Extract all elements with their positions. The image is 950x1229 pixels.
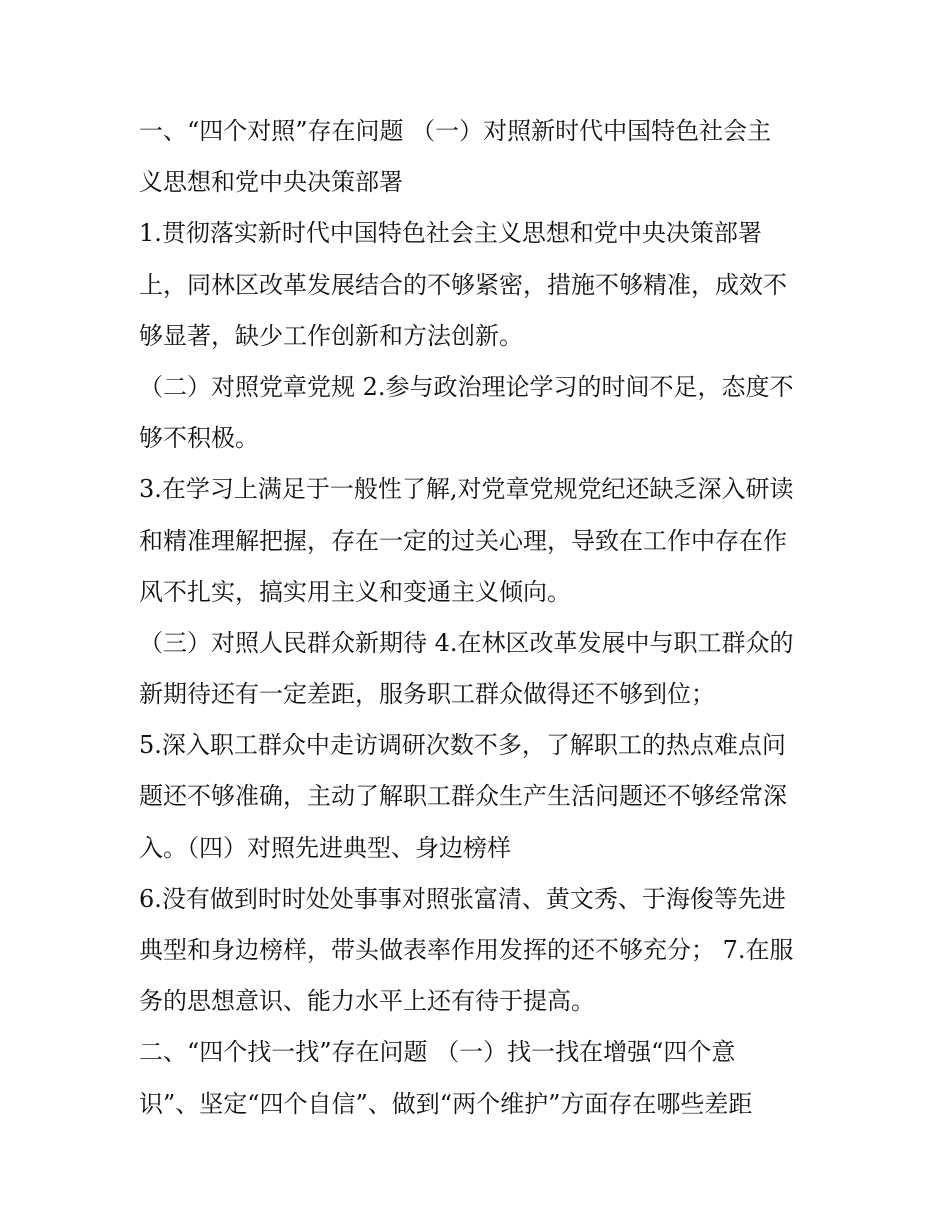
text-line-14: 题还不够准确，主动了解职工群众生产生活问题还不够经常深	[139, 782, 787, 811]
text-line-13: 5.深入职工群众中走访调研次数不多，了解职工的热点难点问	[139, 731, 786, 760]
text-line-7: 够不积极。	[139, 424, 259, 453]
document-body	[139, 106, 819, 1130]
text-line-12: 新期待还有一定差距，服务职工群众做得还不够到位；	[139, 680, 715, 709]
text-line-5: 够显著，缺少工作创新和方法创新。	[139, 321, 523, 350]
text-line-8: 3.在学习上满足于一般性了解,对党章党规党纪还缺乏深入研读	[139, 475, 794, 504]
text-line-1: 一、“四个对照”存在问题 （一）对照新时代中国特色社会主	[139, 117, 772, 145]
text-line-3: 1.贯彻落实新时代中国特色社会主义思想和党中央决策部署	[139, 219, 762, 248]
text-line-9: 和精准理解把握，存在一定的过关心理，导致在工作中存在作	[139, 526, 787, 555]
text-line-16: 6.没有做到时时处处事事对照张富清、黄文秀、于海俊等先进	[139, 884, 786, 913]
text-line-18: 务的思想意识、能力水平上还有待于提高。	[139, 987, 595, 1016]
text-line-6: （二）对照党章党规 2.参与政治理论学习的时间不足，态度不	[139, 372, 794, 401]
text-line-20: 识”、坚定“四个自信”、做到“两个维护”方面存在哪些差距	[139, 1089, 753, 1118]
text-line-17: 典型和身边榜样，带头做表率作用发挥的还不够充分； 7.在服	[139, 936, 794, 964]
text-line-19: 二、“四个找一找”存在问题 （一）找一找在增强“四个意	[139, 1038, 736, 1067]
text-line-4: 上，同林区改革发展结合的不够紧密，措施不够精准，成效不	[139, 270, 787, 299]
text-line-15: 入。（四）对照先进典型、身边榜样	[139, 833, 511, 862]
text-line-2: 义思想和党中央决策部署	[139, 168, 403, 197]
text-line-11: （三）对照人民群众新期待 4.在林区改革发展中与职工群众的	[139, 628, 794, 657]
text-line-10: 风不扎实，搞实用主义和变通主义倾向。	[139, 577, 571, 606]
